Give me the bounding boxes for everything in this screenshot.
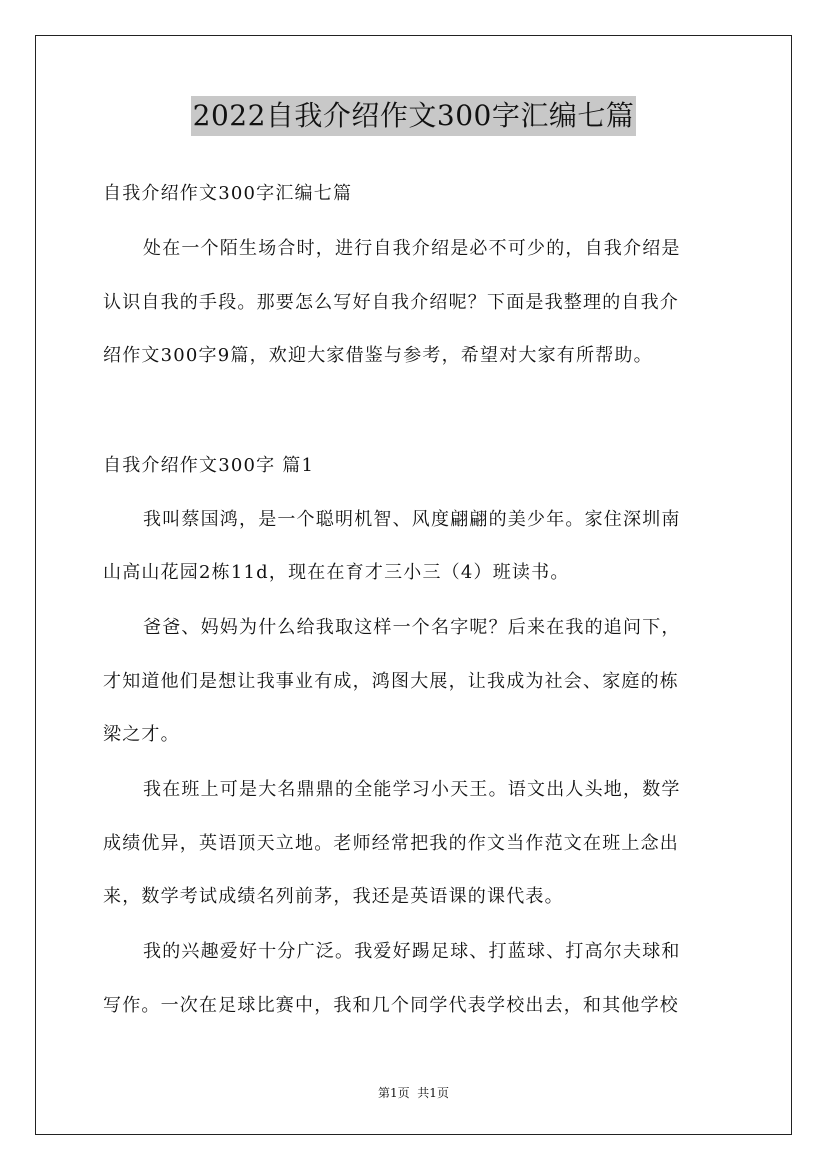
body-line: 认识自我的手段。那要怎么写好自我介绍呢？下面是我整理的自我介 [103, 292, 679, 313]
page-footer: 第1页 共1页 [378, 1086, 449, 1100]
title-container [0, 96, 827, 136]
body-line: 绍作文300字9篇，欢迎大家借鉴与参考，希望对大家有所帮助。 [103, 345, 653, 366]
body-line: 来，数学考试成绩名列前茅，我还是英语课的课代表。 [103, 886, 564, 907]
subtitle-line: 自我介绍作文300字汇编七篇 [103, 183, 353, 204]
body-line: 才知道他们是想让我事业有成，鸿图大展，让我成为社会、家庭的栋 [103, 671, 679, 692]
body-line: 成绩优异，英语顶天立地。老师经常把我的作文当作范文在班上念出 [103, 833, 679, 854]
body-line: 我叫蔡国鸿，是一个聪明机智、风度翩翩的美少年。家住深圳南 [143, 509, 681, 530]
body-line: 我的兴趣爱好十分广泛。我爱好踢足球、打蓝球、打高尔夫球和 [143, 941, 681, 962]
document-title: 2022自我介绍作文300字汇编七篇 [191, 96, 637, 136]
body-line: 写作。一次在足球比赛中，我和几个同学代表学校出去，和其他学校 [103, 995, 679, 1016]
body-line: 爸爸、妈妈为什么给我取这样一个名字呢？后来在我的追问下， [143, 617, 681, 638]
section-heading: 自我介绍作文300字 篇1 [103, 455, 315, 476]
body-line: 我在班上可是大名鼎鼎的全能学习小天王。语文出人头地，数学 [143, 779, 681, 800]
body-line: 山高山花园2栋11d，现在在育才三小三（4）班读书。 [103, 562, 570, 583]
body-line: 处在一个陌生场合时，进行自我介绍是必不可少的，自我介绍是 [143, 238, 681, 259]
body-line: 梁之才。 [103, 724, 180, 745]
